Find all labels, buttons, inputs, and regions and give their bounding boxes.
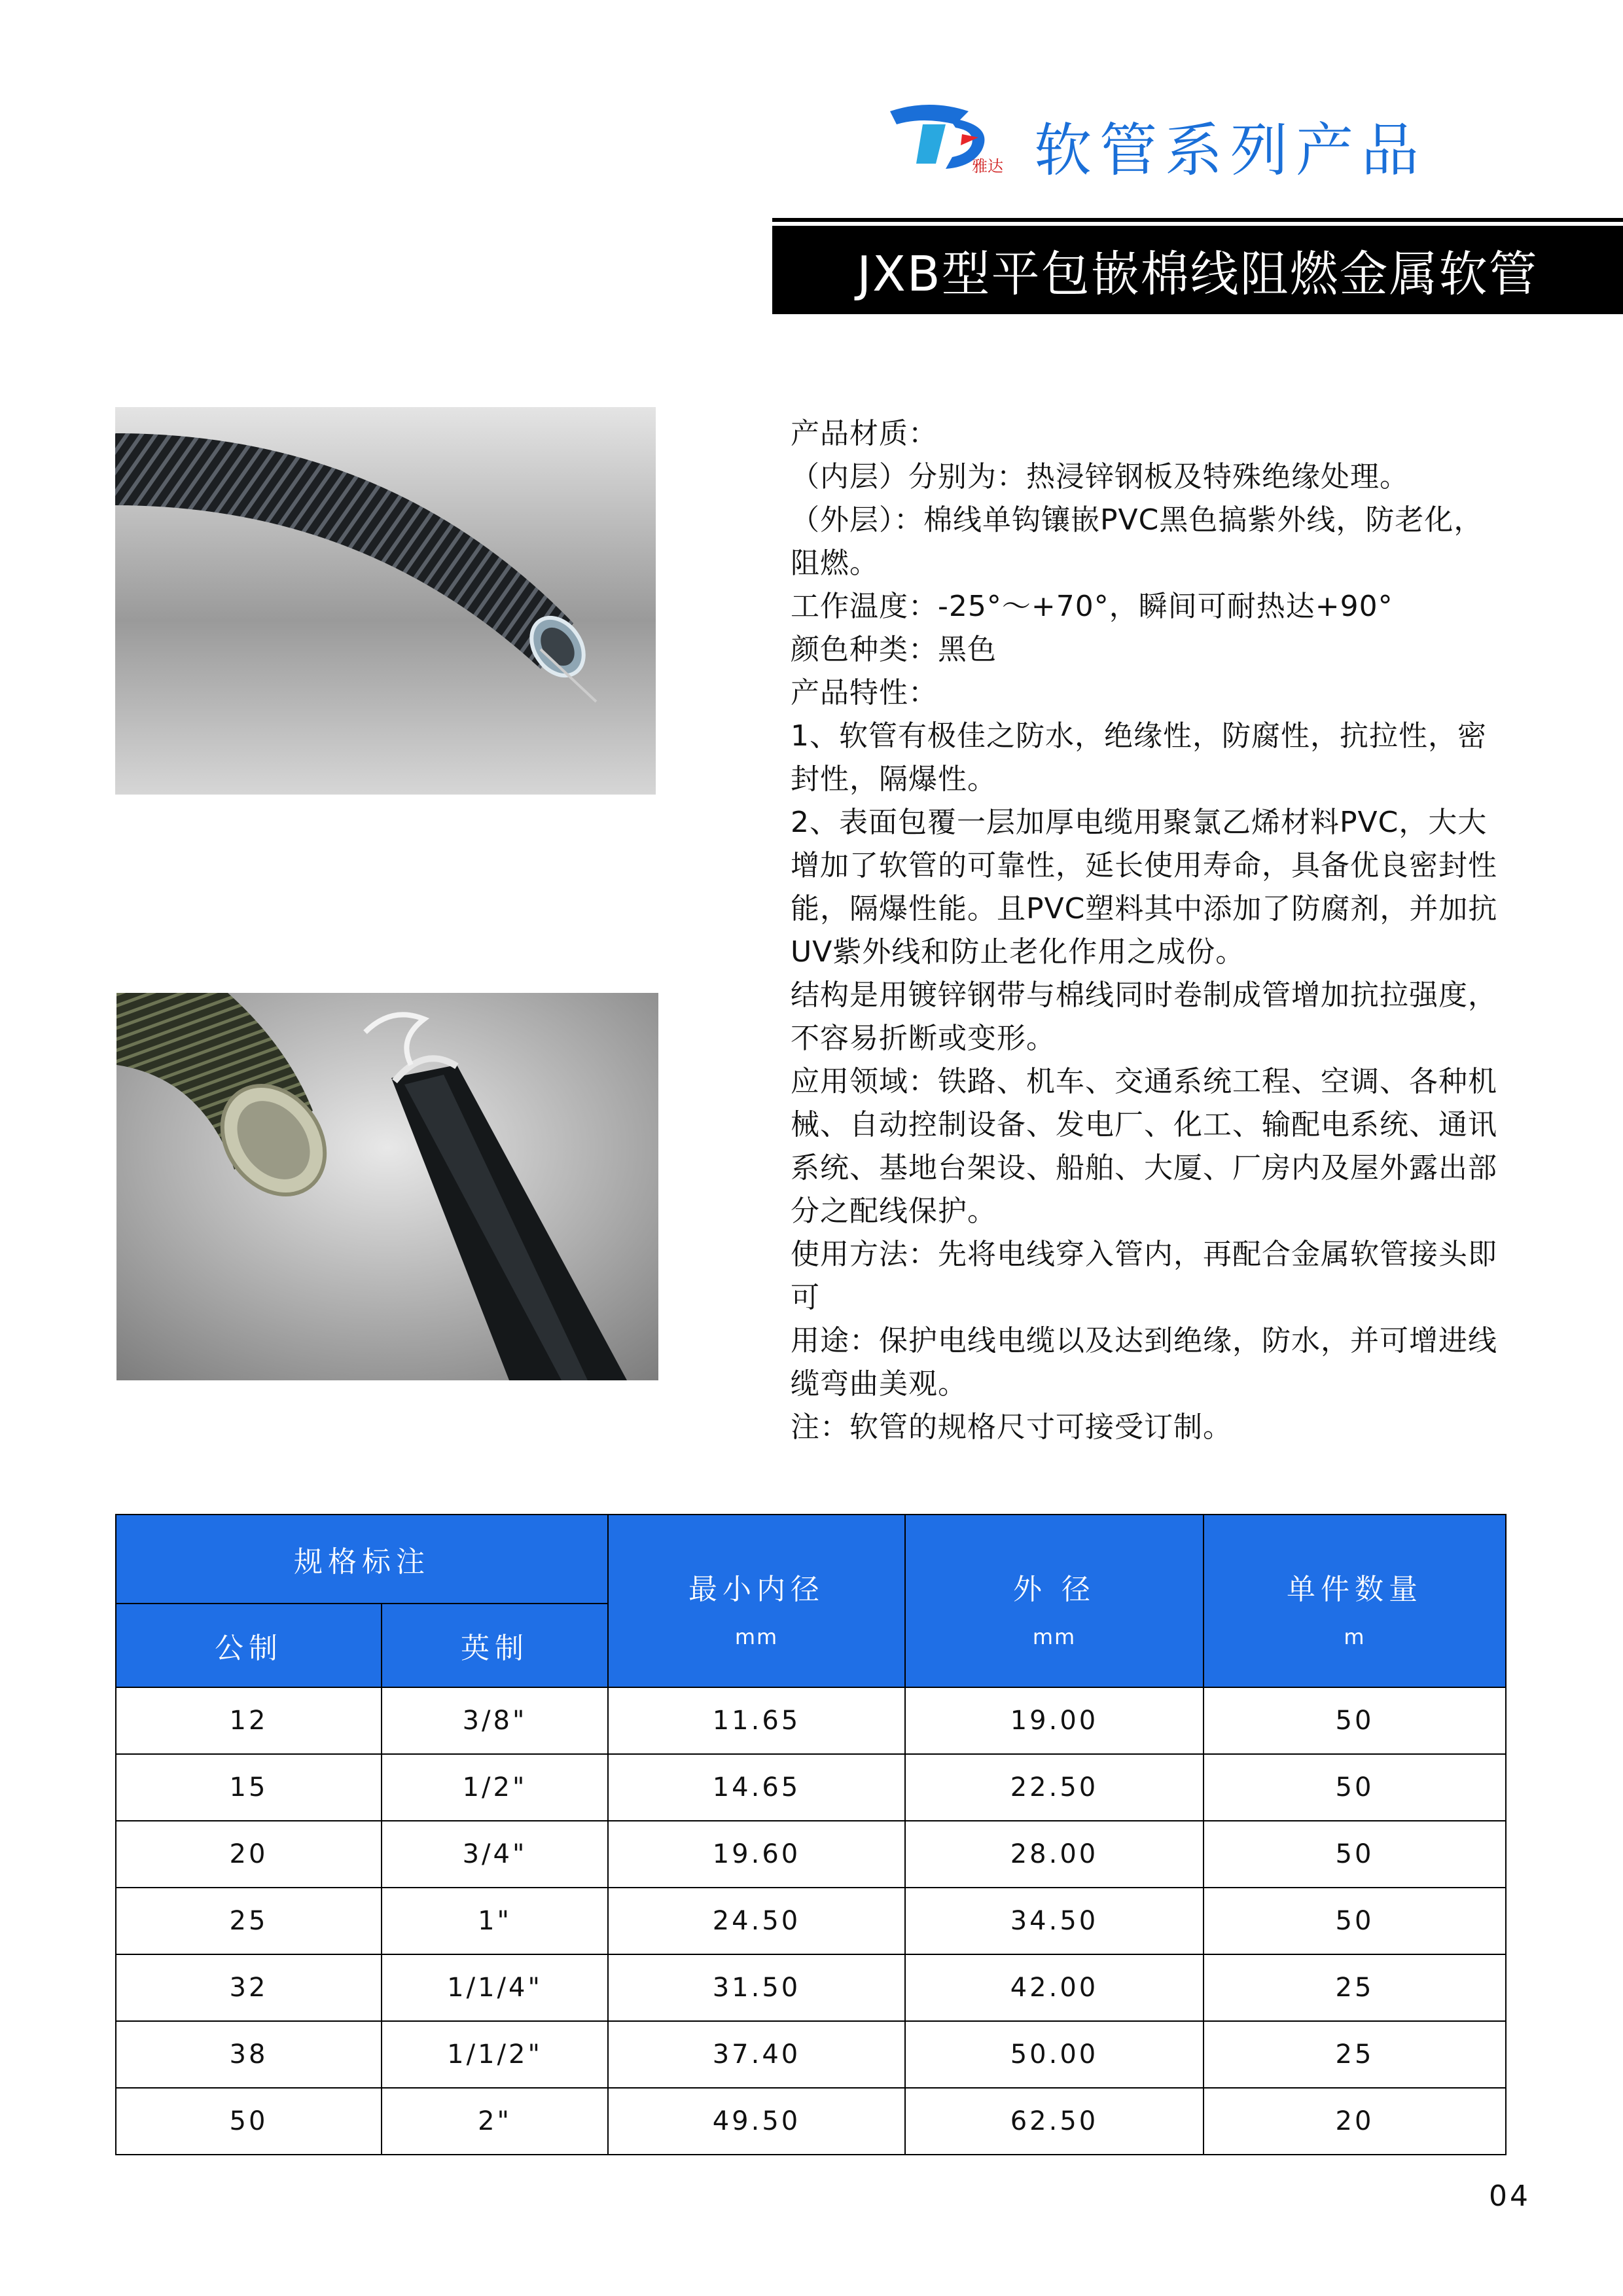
cell-imperial: 2" <box>382 2088 608 2155</box>
cell-metric: 38 <box>116 2021 382 2088</box>
cell-imperial: 3/4" <box>382 1821 608 1888</box>
cell-imperial: 1/1/4" <box>382 1954 608 2021</box>
cell-metric: 50 <box>116 2088 382 2155</box>
header-spec-group: 规格标注 <box>116 1515 608 1604</box>
spec-table <box>115 1514 1507 2155</box>
unit-qty: m <box>1344 1624 1366 1649</box>
cell-imperial: 1/2" <box>382 1754 608 1821</box>
page-number: 04 <box>1489 2179 1531 2213</box>
hose-photo-1 <box>115 407 656 795</box>
table-row <box>116 1954 1506 2021</box>
cell-min-id: 24.50 <box>608 1888 905 1954</box>
header-metric: 公制 <box>116 1604 382 1687</box>
table-row <box>116 1821 1506 1888</box>
cell-metric: 15 <box>116 1754 382 1821</box>
cell-qty: 50 <box>1204 1888 1506 1954</box>
cell-od: 19.00 <box>905 1687 1204 1754</box>
cell-od: 22.50 <box>905 1754 1204 1821</box>
desc-feature-1: 1、软管有极佳之防水，绝缘性，防腐性，抗拉性，密封性，隔爆性。 <box>791 719 1487 796</box>
cell-min-id: 14.65 <box>608 1754 905 1821</box>
cell-min-id: 37.40 <box>608 2021 905 2088</box>
header-unit-quantity: 单件数量 m <box>1204 1515 1506 1687</box>
title-divider <box>772 218 1623 222</box>
cell-imperial: 1/1/2" <box>382 2021 608 2088</box>
desc-color: 颜色种类：黑色 <box>791 633 997 666</box>
cell-qty: 50 <box>1204 1687 1506 1754</box>
header-min-inner-diameter: 最小内径 mm <box>608 1515 905 1687</box>
cell-imperial: 1" <box>382 1888 608 1954</box>
cell-qty: 25 <box>1204 1954 1506 2021</box>
desc-feature-2: 2、表面包覆一层加厚电缆用聚氯乙烯材料PVC，大大增加了软管的可靠性，延长使用寿命，具备优良密封性能，隔爆性能。且PVC塑料其中添加了防腐剂，并加抗UV紫外线和防止老化作用之成份。 <box>791 806 1498 969</box>
cell-od: 42.00 <box>905 1954 1204 2021</box>
cell-min-id: 11.65 <box>608 1687 905 1754</box>
table-row <box>116 1888 1506 1954</box>
desc-purpose: 用途：保护电线电缆以及达到绝缘，防水，并可增进线缆弯曲美观。 <box>791 1324 1497 1401</box>
desc-inner-layer: （内层）分别为：热浸锌钢板及特殊绝缘处理。 <box>791 460 1409 493</box>
desc-material: 产品材质： <box>791 417 938 450</box>
desc-note: 注：软管的规格尺寸可接受订制。 <box>791 1410 1232 1444</box>
cell-od: 50.00 <box>905 2021 1204 2088</box>
cell-qty: 50 <box>1204 1821 1506 1888</box>
desc-features: 产品特性： <box>791 676 938 709</box>
desc-temperature: 工作温度：-25°～+70°，瞬间可耐热达+90° <box>791 590 1393 623</box>
cell-od: 28.00 <box>905 1821 1204 1888</box>
logo-text: 雅达 <box>972 157 1003 175</box>
desc-structure: 结构是用镀锌钢带与棉线同时卷制成管增加抗拉强度，不容易折断或变形。 <box>791 978 1497 1055</box>
series-title: 软管系列产品 <box>1034 117 1427 184</box>
product-description <box>725 412 1510 1449</box>
cell-metric: 25 <box>116 1888 382 1954</box>
cell-metric: 12 <box>116 1687 382 1754</box>
desc-usage-method: 使用方法：先将电线穿入管内，再配合金属软管接头即可 <box>791 1238 1497 1314</box>
desc-applications: 应用领域：铁路、机车、交通系统工程、空调、各种机械、自动控制设备、发电厂、化工、输配电系统、通讯系统、基地台架设、船舶、大厦、厂房内及屋外露出部分之配线保护。 <box>791 1065 1497 1228</box>
product-title: JXB型平包嵌棉线阻燃金属软管 <box>772 226 1623 314</box>
header-outer-diameter: 外 径 mm <box>905 1515 1204 1687</box>
table-row <box>116 2021 1506 2088</box>
cell-min-id: 31.50 <box>608 1954 905 2021</box>
cell-qty: 50 <box>1204 1754 1506 1821</box>
unit-od: mm <box>1032 1624 1077 1649</box>
company-logo <box>883 98 1014 177</box>
table-row <box>116 2088 1506 2155</box>
table-row <box>116 1754 1506 1821</box>
cell-min-id: 19.60 <box>608 1821 905 1888</box>
cell-metric: 20 <box>116 1821 382 1888</box>
cell-od: 34.50 <box>905 1888 1204 1954</box>
cell-imperial: 3/8" <box>382 1687 608 1754</box>
header-imperial: 英制 <box>382 1604 608 1687</box>
hose-photo-2 <box>116 993 658 1380</box>
cell-min-id: 49.50 <box>608 2088 905 2155</box>
cell-qty: 20 <box>1204 2088 1506 2155</box>
cell-qty: 25 <box>1204 2021 1506 2088</box>
unit-min-id: mm <box>734 1624 779 1649</box>
cell-od: 62.50 <box>905 2088 1204 2155</box>
table-row <box>116 1687 1506 1754</box>
cell-metric: 32 <box>116 1954 382 2021</box>
desc-outer-layer: （外层）：棉线单钩镶嵌PVC黑色搞紫外线，防老化，阻燃。 <box>791 503 1484 580</box>
